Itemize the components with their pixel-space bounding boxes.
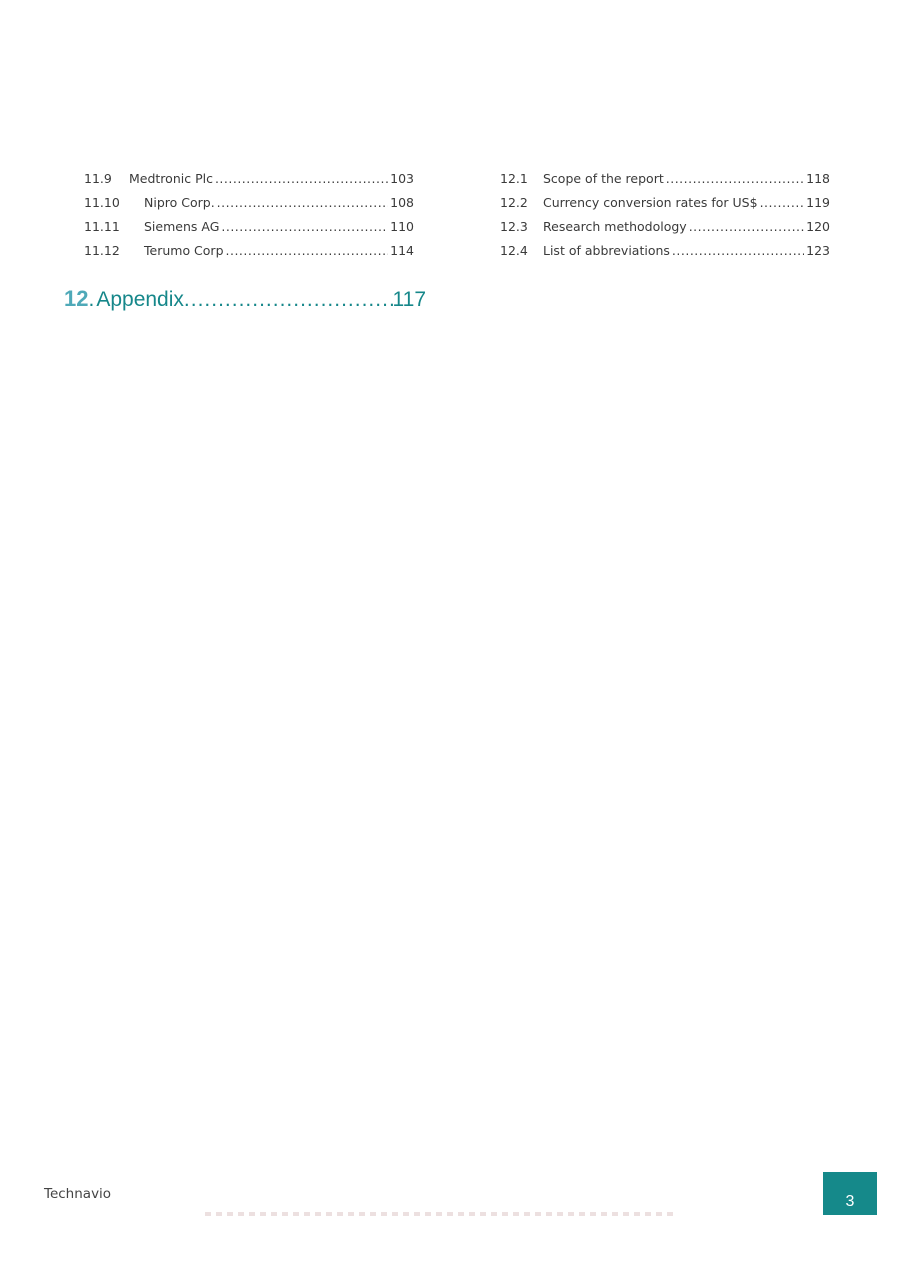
section-leader-dots bbox=[184, 288, 393, 312]
toc-entry-number: 11.10 bbox=[84, 195, 120, 210]
toc-entry-page: 119 bbox=[806, 195, 830, 210]
toc-entry-number: 11.9 bbox=[84, 171, 112, 186]
toc-entry-title: List of abbreviations bbox=[543, 243, 670, 258]
toc-entry[interactable] bbox=[500, 243, 830, 267]
section-title: Appendix bbox=[96, 288, 184, 311]
toc-leader-dots bbox=[672, 243, 804, 258]
toc-entry-number: 12.2 bbox=[500, 195, 528, 210]
toc-entry-number: 12.4 bbox=[500, 243, 528, 258]
page-number: 3 bbox=[845, 1193, 855, 1210]
toc-entry-page: 110 bbox=[390, 219, 414, 234]
section-page: 117 bbox=[392, 288, 426, 311]
toc-entry[interactable] bbox=[84, 171, 414, 195]
toc-entry-number: 12.1 bbox=[500, 171, 528, 186]
toc-entry-number: 12.3 bbox=[500, 219, 528, 234]
toc-entry[interactable] bbox=[84, 219, 414, 243]
toc-leader-dots bbox=[215, 171, 388, 186]
toc-entry-title: Currency conversion rates for US$ bbox=[543, 195, 758, 210]
toc-right-column bbox=[500, 171, 830, 267]
toc-leader-dots bbox=[760, 195, 805, 210]
section-number: 12 bbox=[64, 286, 89, 311]
section-number-separator: . bbox=[88, 288, 95, 311]
toc-entry-page: 108 bbox=[390, 195, 414, 210]
toc-entry-title: Research methodology bbox=[543, 219, 687, 234]
toc-entry[interactable] bbox=[84, 243, 414, 267]
toc-leader-dots bbox=[217, 195, 388, 210]
toc-entry-number: 11.11 bbox=[84, 219, 120, 234]
toc-entry[interactable] bbox=[500, 171, 830, 195]
toc-entry[interactable] bbox=[500, 219, 830, 243]
toc-entry-page: 120 bbox=[806, 219, 830, 234]
toc-entry-title: Terumo Corp bbox=[144, 243, 224, 258]
toc-entry-page: 103 bbox=[390, 171, 414, 186]
toc-leader-dots bbox=[666, 171, 804, 186]
toc-section-appendix[interactable] bbox=[64, 286, 426, 312]
toc-entry-page: 123 bbox=[806, 243, 830, 258]
toc-entry[interactable] bbox=[84, 195, 414, 219]
toc-entry[interactable] bbox=[500, 195, 830, 219]
footer-brand: Technavio bbox=[44, 1186, 112, 1202]
toc-leader-dots bbox=[689, 219, 804, 234]
page-number-badge bbox=[823, 1172, 877, 1215]
toc-entry-title: Nipro Corp. bbox=[144, 195, 215, 210]
toc-entry-page: 114 bbox=[390, 243, 414, 258]
toc-entry-number: 11.12 bbox=[84, 243, 120, 258]
toc-entry-title: Siemens AG bbox=[144, 219, 220, 234]
toc-left-column bbox=[84, 171, 414, 267]
toc-entry-page: 118 bbox=[806, 171, 830, 186]
footer-faint-text bbox=[205, 1212, 675, 1216]
toc-entry-title: Scope of the report bbox=[543, 171, 664, 186]
toc-entry-title: Medtronic Plc bbox=[129, 171, 213, 186]
toc-leader-dots bbox=[221, 219, 388, 234]
toc-leader-dots bbox=[226, 243, 389, 258]
